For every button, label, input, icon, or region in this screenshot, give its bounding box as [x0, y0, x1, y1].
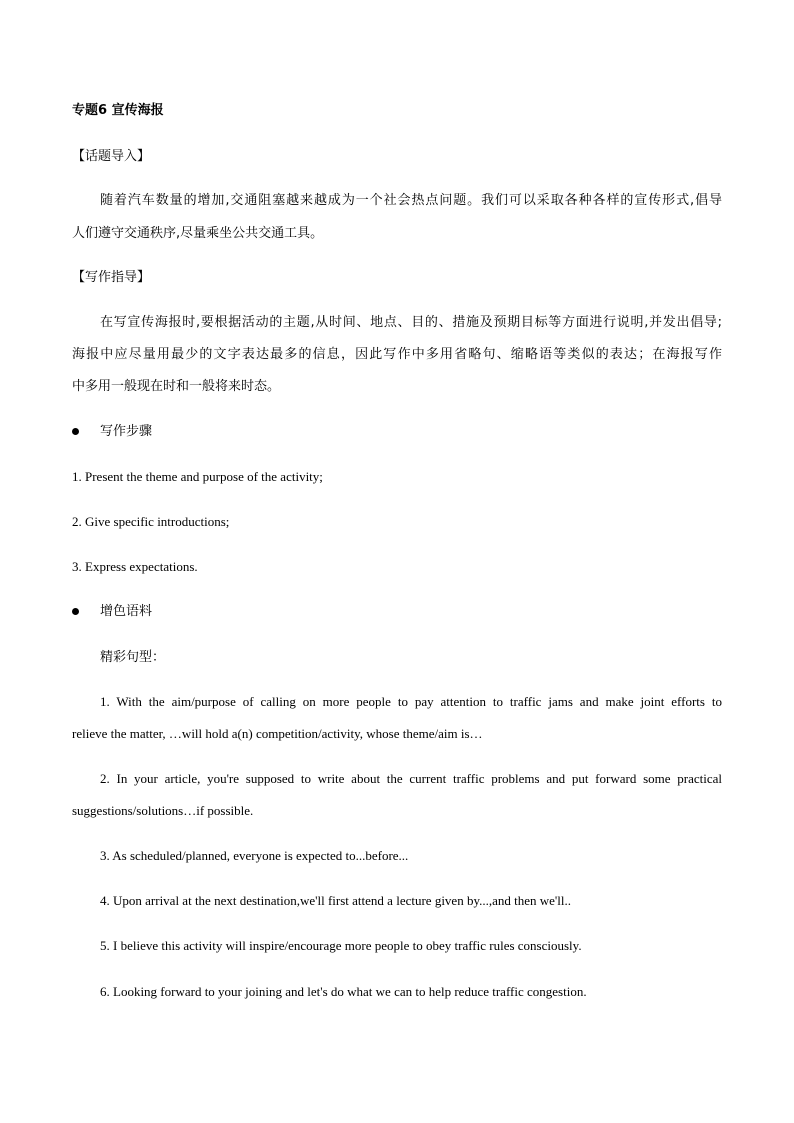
guide-paragraph-line-1: 在写宣传海报时,要根据活动的主题,从时间、地点、目的、措施及预期目标等方面进行说明,并发出倡导;	[100, 315, 722, 330]
guide-heading: 【写作指导】	[72, 270, 151, 285]
step-item: 2. Give specific introductions;	[72, 514, 230, 529]
intro-paragraph-line-1: 随着汽车数量的增加,交通阻塞越来越成为一个社会热点问题。我们可以采取各种各样的宣传形式,倡导	[100, 193, 722, 208]
sentence-line: suggestions/solutions…if possible.	[72, 803, 254, 818]
bullet-icon	[72, 608, 79, 615]
step-item: 1. Present the theme and purpose of the activity;	[72, 469, 323, 484]
sentence-line: 6. Looking forward to your joining and let's do what we can to help reduce traffic congestion.	[100, 984, 587, 999]
intro-paragraph-line-2: 人们遵守交通秩序,尽量乘坐公共交通工具。	[72, 226, 324, 241]
step-item: 3. Express expectations.	[72, 559, 198, 574]
sentence-line: 3. As scheduled/planned, everyone is expected to...before...	[100, 848, 409, 863]
sentences-heading: 精彩句型：	[100, 650, 166, 665]
intro-heading: 【话题导入】	[72, 149, 151, 164]
sentence-line: 4. Upon arrival at the next destination,we'll first attend a lecture given by...,and then we'll..	[100, 893, 571, 908]
sentence-line: relieve the matter, …will hold a(n) competition/activity, whose theme/aim is…	[72, 726, 483, 741]
bullet-icon	[72, 428, 79, 435]
sentence-line: 2. In your article, you're supposed to write about the current traffic problems and put forward some practical	[100, 771, 722, 786]
sentence-line: 5. I believe this activity will inspire/encourage more people to obey traffic rules consciously.	[100, 938, 582, 953]
steps-heading: 写作步骤	[100, 424, 153, 439]
material-heading: 增色语料	[100, 604, 153, 619]
guide-paragraph-line-3: 中多用一般现在时和一般将来时态。	[72, 379, 281, 394]
page-title: 专题6 宣传海报	[72, 103, 164, 118]
guide-paragraph-line-2: 海报中应尽量用最少的文字表达最多的信息，因此写作中多用省略句、缩略语等类似的表达；在海报写作	[72, 347, 722, 362]
sentence-line: 1. With the aim/purpose of calling on more people to pay attention to traffic jams and make joint efforts to	[100, 694, 722, 709]
